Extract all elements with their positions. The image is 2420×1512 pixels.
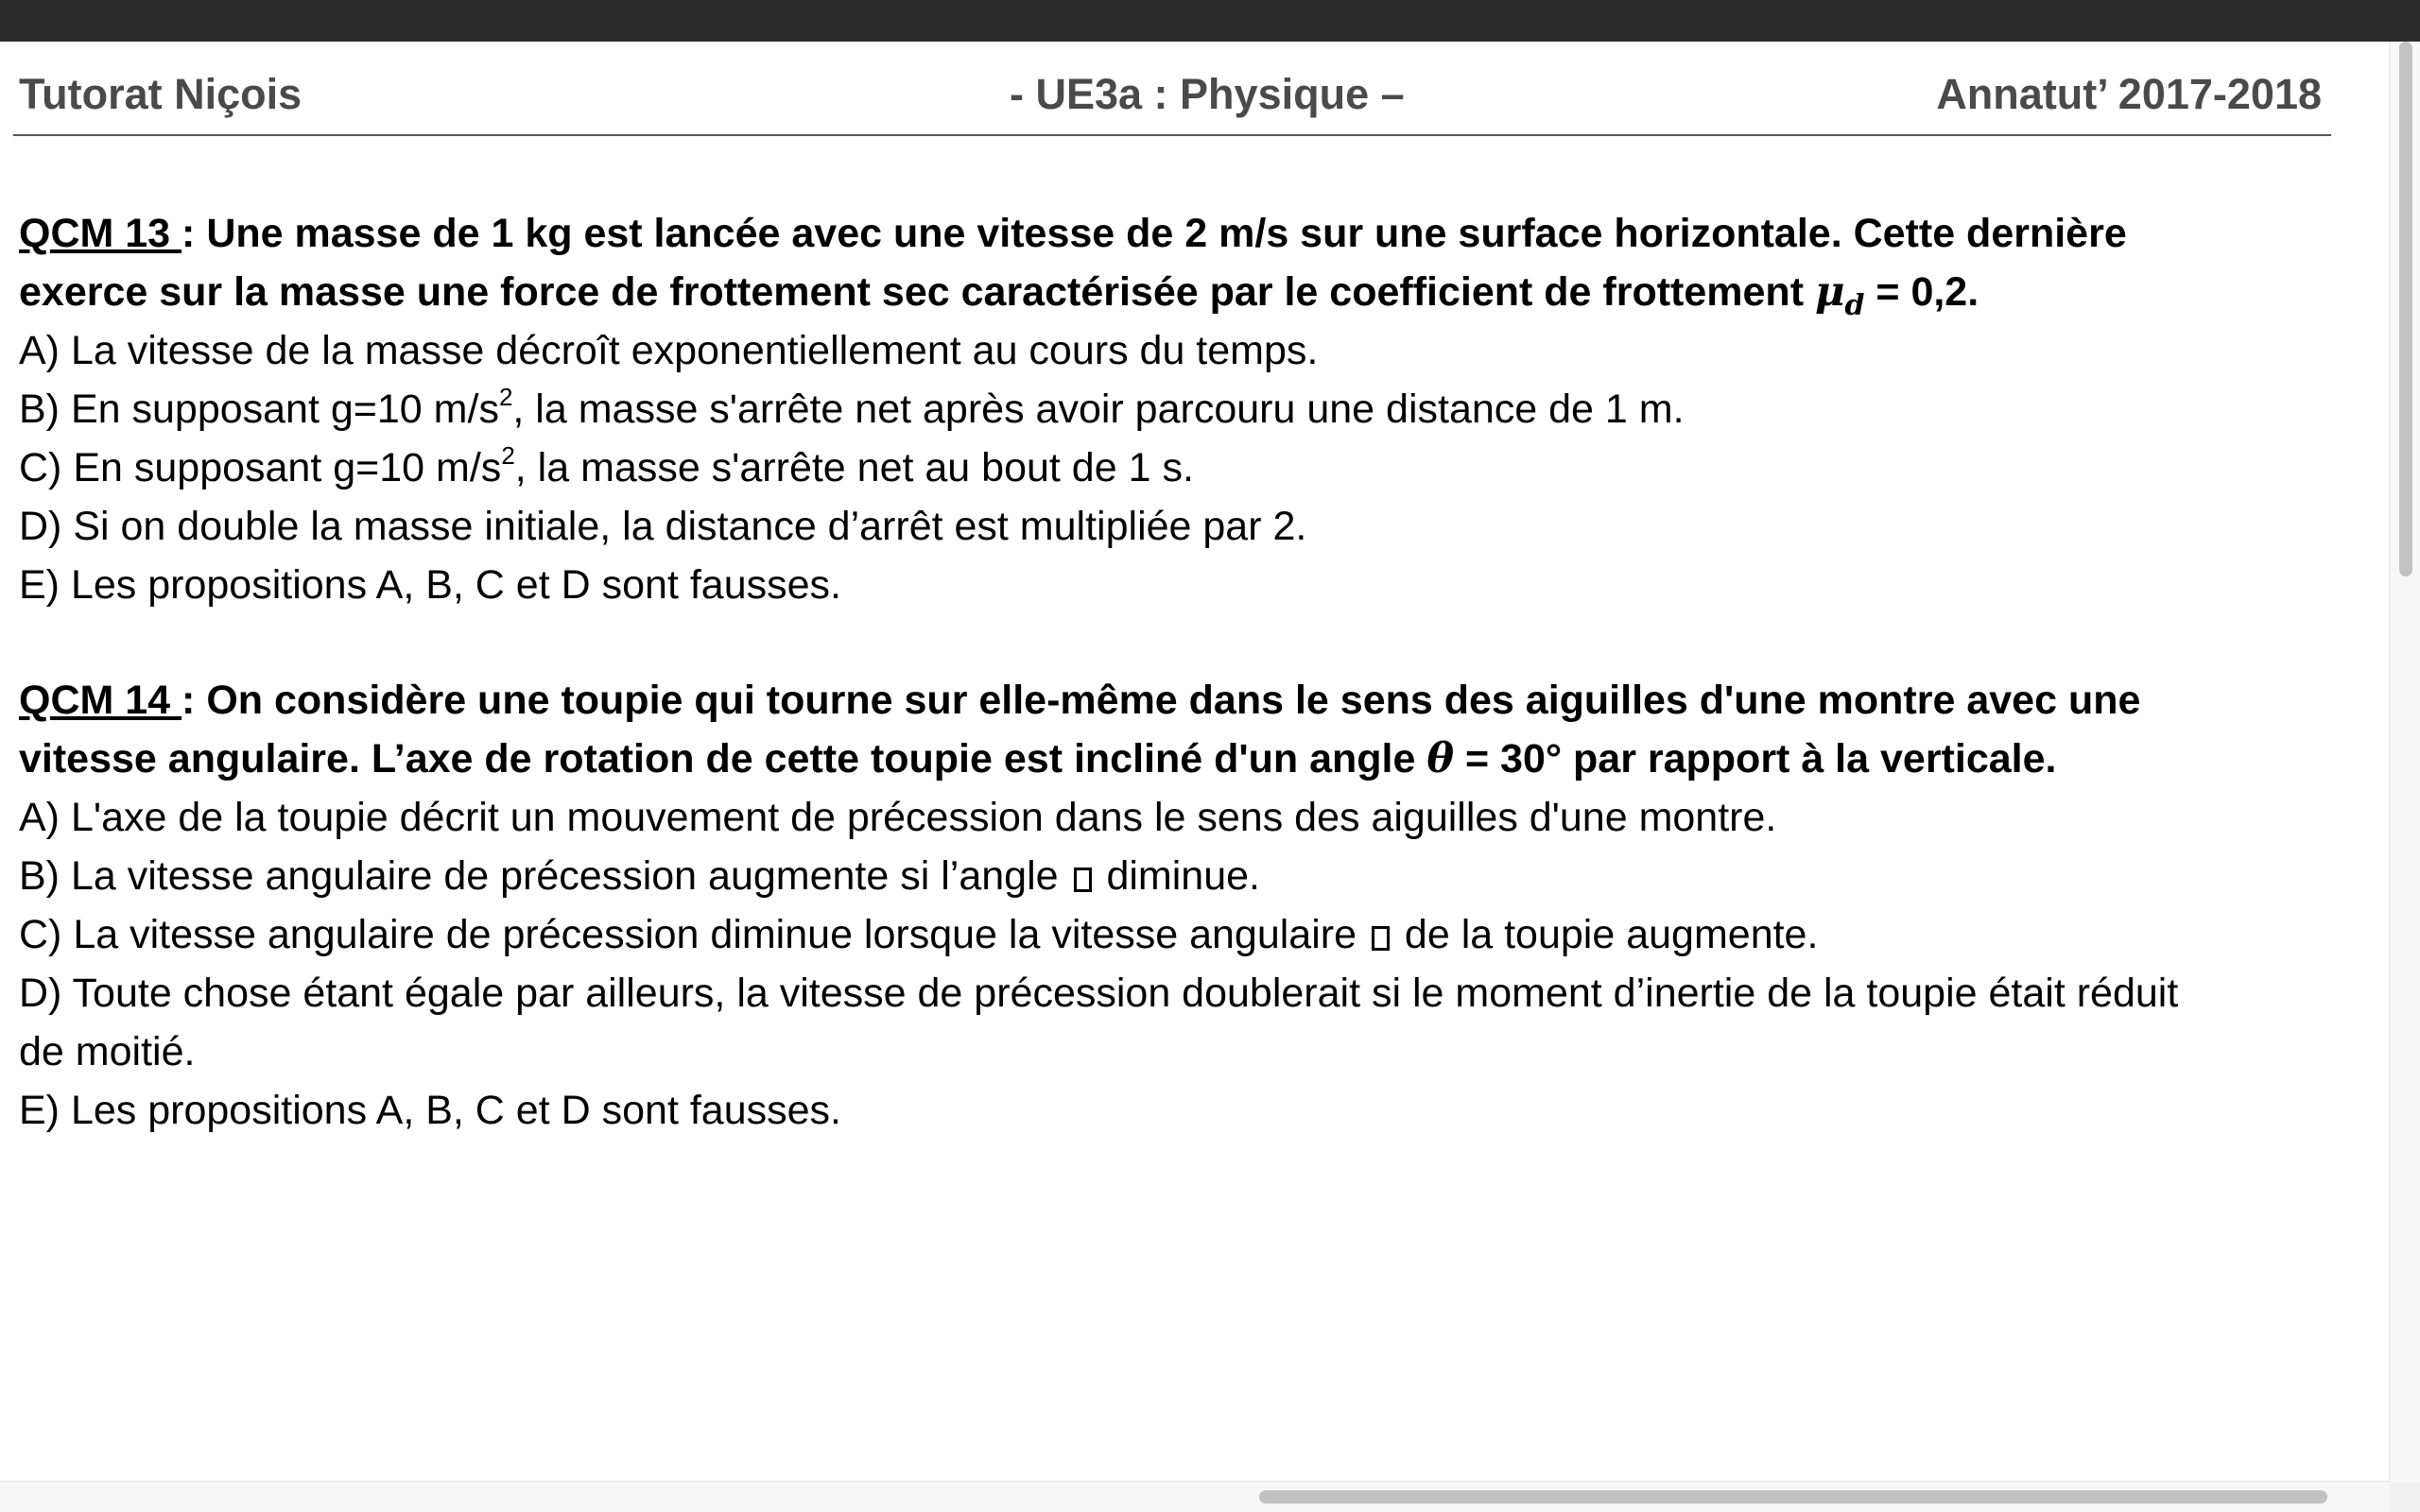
qcm13-stem-text1: : Une masse de 1 kg est lancée avec une vitesse de 2 m/s sur une surface horizontale. Cette dernière [182,211,2127,256]
qcm14-stem-text3: = 30° par rapport à la verticale. [1454,736,2057,782]
qcm13-option-b-text: B) En supposant g=10 m/s [19,387,499,432]
qcm13-option-a: A) La vitesse de la masse décroît exponentiellement au cours du temps. [19,328,1319,373]
qcm14-stem-text2: vitesse angulaire. L’axe de rotation de cette toupie est incliné d'un angle [19,736,1427,782]
header-left: Tutorat Niçois [19,70,302,118]
mu-symbol: μ [1814,268,1845,316]
missing-glyph-icon [1372,926,1390,951]
qcm13-option-b-exponent: 2 [498,383,513,411]
qcm13-option-d: D) Si on double la masse initiale, la distance d’arrêt est multipliée par 2. [19,504,1307,549]
qcm14-option-c-text-end: de la toupie augmente. [1404,912,1819,957]
qcm13-stem-line1 [19,204,2330,263]
qcm14-stem-text1: : On considère une toupie qui tourne sur elle-même dans le sens des aiguilles d'une montre avec une [182,678,2141,723]
qcm13-option-b-text-end: , la masse s'arrête net après avoir parcouru une distance de 1 m. [512,387,1685,432]
qcm13-option-c-text: C) En supposant g=10 m/s [19,445,502,490]
qcm14-option-d-line1: D) Toute chose étant égale par ailleurs, la vitesse de précession doublerait si le moment d’inertie de la toupie était réduit [19,971,2179,1016]
qcm13-number: QCM 13 [19,211,182,256]
page-header [13,42,2331,136]
qcm14-option-c [19,905,2330,964]
qcm14-option-b-text: B) La vitesse angulaire de précession augmente si l’angle [19,853,1059,899]
qcm13-option-c-exponent: 2 [501,441,515,470]
vertical-scrollbar[interactable] [2389,42,2420,1482]
missing-glyph-icon [1074,868,1092,892]
qcm14-option-e: E) Les propositions A, B, C et D sont fausses. [19,1088,841,1133]
scrollbar-corner [2390,1482,2420,1512]
qcm13-option-c-text-end: , la masse s'arrête net au bout de 1 s. [514,445,1194,490]
header-right: Annatut’ 2017-2018 [1936,70,2322,118]
qcm14-stem-line2 [19,730,2330,788]
qcm14-option-a: A) L'axe de la toupie décrit un mouvement de précession dans le sens des aiguilles d'une montre. [19,795,1777,840]
qcm14-stem-line1 [19,671,2330,730]
theta-symbol: θ [1426,735,1455,782]
document-page [19,42,2330,1133]
mu-subscript: d [1844,289,1865,322]
qcm14-option-b [19,847,2330,905]
horizontal-scrollbar[interactable] [0,1481,2390,1512]
header-center: - UE3a : Physique – [1010,70,1405,118]
qcm13-stem-text2: exerce sur la masse une force de frottement sec caractérisée par le coefficient de frottement [19,269,1815,315]
qcm13-option-c [19,438,2330,497]
question-qcm14 [19,671,2330,1140]
question-qcm13 [19,204,2330,614]
qcm13-option-b [19,380,2330,438]
qcm13-stem-text3: = 0,2. [1864,269,1979,315]
horizontal-scrollbar-thumb[interactable] [1259,1490,2327,1503]
qcm13-stem-line2 [19,263,2330,321]
qcm13-option-e: E) Les propositions A, B, C et D sont fausses. [19,562,841,608]
qcm14-option-c-text: C) La vitesse angulaire de précession diminue lorsque la vitesse angulaire [19,912,1357,957]
qcm14-option-d-line2: de moitié. [19,1029,196,1074]
document-viewport[interactable] [0,42,2390,1482]
qcm14-option-b-text-end: diminue. [1106,853,1260,899]
window-title-bar [0,0,2420,42]
qcm14-number: QCM 14 [19,678,182,723]
vertical-scrollbar-thumb[interactable] [2399,42,2412,576]
